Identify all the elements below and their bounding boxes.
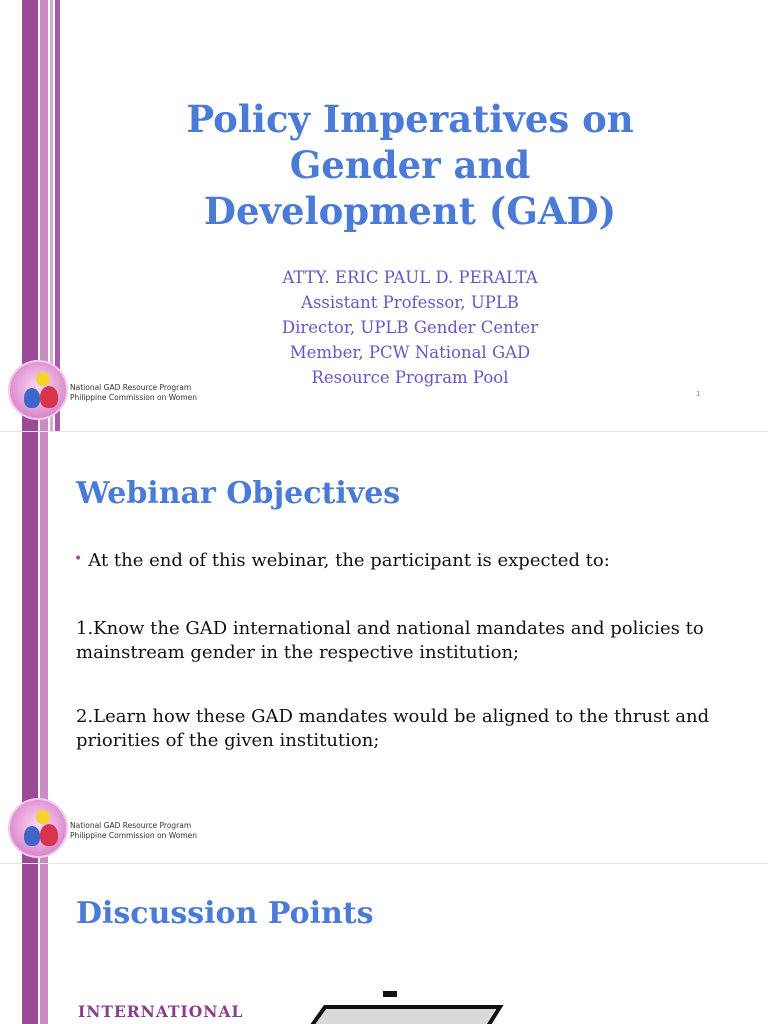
objective-item: 2.Learn how these GAD mandates would be aligned to the thrust and priorities of the given institution; [76,706,710,751]
presenter-info [210,265,610,390]
objective-item: 1.Know the GAD international and national mandates and policies to mainstream gender in the respective institution; [76,618,704,663]
bullet-item: • At the end of this webinar, the participant is expected to: [74,550,610,571]
objectives-slide [0,432,768,864]
presenter-name: ATTY. ERIC PAUL D. PERALTA [282,268,538,287]
presenter-role: Director, UPLB Gender Center [281,318,539,337]
bullet-icon: • [74,551,83,567]
slide-heading: Webinar Objectives [76,476,401,511]
slide-heading: Discussion Points [76,896,374,931]
logo-caption: National GAD Resource Program Philippine Commission on Women [70,821,197,840]
pcw-logo [4,794,204,864]
left-stripe [22,864,38,1024]
presenter-role: Assistant Professor, UPLB [301,293,519,312]
title-line: Development (GAD) [203,189,617,233]
diagram-shape [280,991,510,1024]
title-line: Policy Imperatives on [186,97,634,141]
slide-title [110,96,710,234]
title-line: Gender and [289,143,531,187]
logo-caption: National GAD Resource Program Philippine Commission on Women [70,383,197,402]
title-slide [0,0,768,432]
international-label: INTERNATIONAL [78,1002,244,1021]
left-stripe-light [40,864,48,1024]
presenter-role: Member, PCW National GAD [289,343,531,362]
pcw-logo-icon [8,798,68,858]
pcw-logo-icon [8,360,68,420]
page-number: 1 [696,390,701,398]
pcw-logo [4,356,204,426]
presenter-role: Resource Program Pool [311,368,509,387]
discussion-slide [0,864,768,1024]
